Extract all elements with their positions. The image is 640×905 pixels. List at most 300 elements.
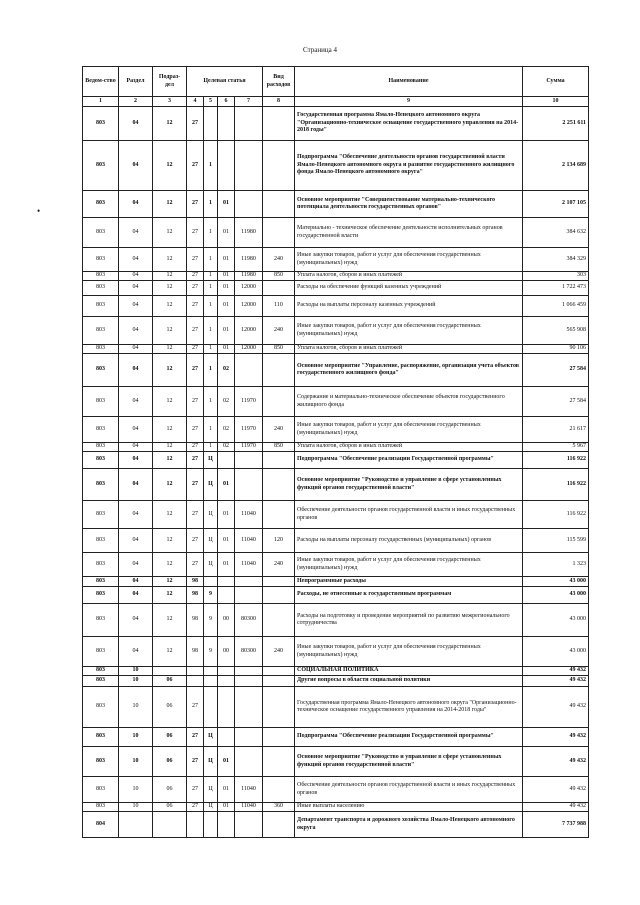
table-row [83, 667, 589, 676]
cell-razdel: 04 [119, 577, 153, 587]
cell-name: Подпрограмма "Обеспечение реализации Государственной программы" [295, 452, 523, 469]
cell-ts3: 00 [218, 604, 235, 637]
cell-expense-type [263, 577, 295, 587]
cell-ved: 803 [83, 452, 119, 469]
cell-razdel: 04 [119, 387, 153, 417]
cell-ts4 [235, 587, 263, 604]
cell-ved: 803 [83, 272, 119, 281]
cell-razdel: 04 [119, 587, 153, 604]
cell-expense-type [263, 354, 295, 387]
cell-ts1: 27 [187, 218, 204, 248]
cell-podrazdel: 06 [153, 687, 187, 728]
cell-ved: 803 [83, 345, 119, 354]
cell-sum: 43 000 [523, 604, 589, 637]
cell-podrazdel [153, 812, 187, 838]
cell-ts4: 11040 [235, 529, 263, 553]
cell-ts3: 01 [218, 803, 235, 812]
cell-ts2 [204, 676, 218, 687]
cell-sum: 1 323 [523, 553, 589, 577]
cell-ts2 [204, 107, 218, 141]
table-body [83, 107, 589, 838]
cell-expense-type [263, 728, 295, 747]
table-row [83, 747, 589, 777]
cell-ved: 803 [83, 191, 119, 218]
cell-ved: 803 [83, 469, 119, 501]
cell-name: Иные закупки товаров, работ и услуг для обеспечения государственных (муниципальных) нужд [295, 553, 523, 577]
cell-ts4 [235, 812, 263, 838]
cell-ved: 803 [83, 803, 119, 812]
cell-razdel [119, 812, 153, 838]
cell-ved: 803 [83, 667, 119, 676]
cell-ts3: 01 [218, 777, 235, 803]
table-row [83, 812, 589, 838]
page-label: Страница 4 [303, 46, 337, 54]
cell-ts3 [218, 676, 235, 687]
cell-ts3 [218, 577, 235, 587]
cell-ts3 [218, 812, 235, 838]
cell-sum: 43 000 [523, 577, 589, 587]
cell-ts1: 27 [187, 317, 204, 345]
cell-sum: 2 251 611 [523, 107, 589, 141]
cell-expense-type [263, 469, 295, 501]
cell-sum: 116 922 [523, 452, 589, 469]
cell-razdel: 10 [119, 676, 153, 687]
cell-expense-type [263, 387, 295, 417]
cell-ts1: 27 [187, 296, 204, 317]
cell-ts1: 27 [187, 345, 204, 354]
cell-ts3 [218, 141, 235, 191]
cell-sum: 49 432 [523, 687, 589, 728]
cell-sum: 43 000 [523, 587, 589, 604]
cell-sum: 2 107 105 [523, 191, 589, 218]
table-row [83, 248, 589, 272]
cell-podrazdel: 12 [153, 107, 187, 141]
cell-expense-type: 110 [263, 296, 295, 317]
table-row [83, 529, 589, 553]
cell-razdel: 10 [119, 747, 153, 777]
table-row [83, 272, 589, 281]
cell-ts1 [187, 812, 204, 838]
cell-ts4 [235, 354, 263, 387]
cell-ts4 [235, 469, 263, 501]
cell-ts1: 27 [187, 354, 204, 387]
table-row [83, 553, 589, 577]
table-row [83, 218, 589, 248]
cell-ts1: 98 [187, 587, 204, 604]
cell-name: Основное мероприятие "Руководство и управление в сфере установленных функций органов государственной власти" [295, 747, 523, 777]
cell-ts3: 01 [218, 501, 235, 529]
cell-ts1: 27 [187, 777, 204, 803]
table-row [83, 452, 589, 469]
cell-ved: 803 [83, 417, 119, 443]
cell-ts4: 11040 [235, 803, 263, 812]
cell-razdel: 04 [119, 637, 153, 667]
cell-expense-type: 850 [263, 345, 295, 354]
cell-ts4 [235, 452, 263, 469]
cell-name: Расходы, не отнесенные к государственным программам [295, 587, 523, 604]
col-number: 9 [295, 97, 523, 107]
cell-razdel: 04 [119, 553, 153, 577]
col-number: 1 [83, 97, 119, 107]
cell-ved: 803 [83, 728, 119, 747]
cell-ts4 [235, 141, 263, 191]
cell-ts3: 01 [218, 317, 235, 345]
cell-razdel: 04 [119, 141, 153, 191]
cell-razdel: 04 [119, 501, 153, 529]
cell-razdel: 04 [119, 281, 153, 296]
cell-expense-type [263, 191, 295, 218]
cell-expense-type [263, 687, 295, 728]
cell-name: Государственная программа Ямало-Ненецкого автономного округа "Организационно-техническое оснащение государственного управления на 2014-2018 годы" [295, 107, 523, 141]
cell-ts2: 1 [204, 272, 218, 281]
cell-ts2: 1 [204, 317, 218, 345]
table-row [83, 296, 589, 317]
cell-sum: 49 432 [523, 803, 589, 812]
col-number: 3 [153, 97, 187, 107]
header-name: Наименование [295, 67, 523, 97]
cell-podrazdel: 12 [153, 387, 187, 417]
cell-expense-type [263, 676, 295, 687]
cell-ts2 [204, 577, 218, 587]
header-podrazdel: Подраз-дел [153, 67, 187, 97]
header-ved: Ведом-ство [83, 67, 119, 97]
cell-name: Содержание и материально-техническое обеспечение объектов государственного жилищного фонда [295, 387, 523, 417]
cell-ts2 [204, 667, 218, 676]
cell-podrazdel: 12 [153, 354, 187, 387]
cell-ts2: 1 [204, 417, 218, 443]
table-row [83, 501, 589, 529]
cell-ts2: 1 [204, 354, 218, 387]
cell-expense-type: 850 [263, 272, 295, 281]
cell-ved: 803 [83, 777, 119, 803]
cell-ts2: Ц [204, 501, 218, 529]
cell-ts4: 11970 [235, 443, 263, 452]
cell-name: Непрограммные расходы [295, 577, 523, 587]
col-number: 5 [204, 97, 218, 107]
cell-podrazdel: 12 [153, 317, 187, 345]
cell-sum: 116 922 [523, 469, 589, 501]
cell-name: Расходы на подготовку и проведение мероприятий по развитию межрегионального сотрудничества [295, 604, 523, 637]
cell-ts3 [218, 728, 235, 747]
cell-name: СОЦИАЛЬНАЯ ПОЛИТИКА [295, 667, 523, 676]
cell-ved: 803 [83, 604, 119, 637]
table-row [83, 577, 589, 587]
cell-expense-type: 240 [263, 248, 295, 272]
cell-ved: 803 [83, 296, 119, 317]
cell-name: Иные закупки товаров, работ и услуг для обеспечения государственных (муниципальных) нужд [295, 417, 523, 443]
cell-ts2: 1 [204, 345, 218, 354]
cell-razdel: 10 [119, 803, 153, 812]
cell-ts4 [235, 191, 263, 218]
cell-sum: 5 967 [523, 443, 589, 452]
cell-expense-type [263, 587, 295, 604]
cell-podrazdel: 06 [153, 676, 187, 687]
cell-name: Подпрограмма "Обеспечение деятельности органов государственной власти Ямало-Ненецкого автономного округа и развитие государственного жилищного фонда Ямало-Ненецкого автономного округа" [295, 141, 523, 191]
table-row [83, 728, 589, 747]
cell-ts4 [235, 107, 263, 141]
cell-ts4 [235, 747, 263, 777]
table-row [83, 443, 589, 452]
cell-ts1: 27 [187, 248, 204, 272]
cell-podrazdel: 12 [153, 553, 187, 577]
cell-podrazdel: 12 [153, 218, 187, 248]
cell-expense-type: 120 [263, 529, 295, 553]
cell-ts4: 11970 [235, 417, 263, 443]
cell-ts3: 01 [218, 747, 235, 777]
cell-podrazdel: 12 [153, 248, 187, 272]
header-target-article: Целевая статья [187, 67, 263, 97]
cell-podrazdel: 12 [153, 577, 187, 587]
cell-ts2: 9 [204, 604, 218, 637]
cell-ts4: 12000 [235, 317, 263, 345]
cell-sum: 49 432 [523, 747, 589, 777]
cell-expense-type [263, 747, 295, 777]
cell-podrazdel: 12 [153, 345, 187, 354]
cell-ts2: 9 [204, 637, 218, 667]
cell-ts3 [218, 107, 235, 141]
table-row [83, 676, 589, 687]
cell-podrazdel: 12 [153, 296, 187, 317]
cell-ts3 [218, 452, 235, 469]
cell-podrazdel: 12 [153, 443, 187, 452]
cell-podrazdel: 12 [153, 417, 187, 443]
cell-name: Государственная программа Ямало-Ненецкого автономного округа "Организационно-техническое оснащение государственного управления на 2014-2018 годы" [295, 687, 523, 728]
cell-ts4: 11970 [235, 387, 263, 417]
cell-razdel: 10 [119, 728, 153, 747]
cell-sum: 2 134 689 [523, 141, 589, 191]
cell-ts3 [218, 587, 235, 604]
cell-ts1 [187, 676, 204, 687]
col-number: 7 [235, 97, 263, 107]
cell-ts3: 02 [218, 443, 235, 452]
cell-razdel: 04 [119, 417, 153, 443]
cell-ts3: 01 [218, 248, 235, 272]
cell-ts3: 01 [218, 296, 235, 317]
cell-podrazdel: 12 [153, 452, 187, 469]
cell-ved: 803 [83, 141, 119, 191]
cell-ts3: 02 [218, 417, 235, 443]
cell-ts4 [235, 676, 263, 687]
cell-sum: 1 722 473 [523, 281, 589, 296]
cell-ved: 803 [83, 577, 119, 587]
cell-ts2: Ц [204, 777, 218, 803]
cell-ts3: 02 [218, 354, 235, 387]
cell-razdel: 04 [119, 296, 153, 317]
cell-ts4: 11040 [235, 553, 263, 577]
cell-sum: 49 432 [523, 728, 589, 747]
cell-name: Иные закупки товаров, работ и услуг для обеспечения государственных (муниципальных) нужд [295, 248, 523, 272]
col-number: 2 [119, 97, 153, 107]
cell-ts2: 9 [204, 587, 218, 604]
cell-ved: 803 [83, 501, 119, 529]
cell-expense-type [263, 218, 295, 248]
cell-ved: 803 [83, 218, 119, 248]
cell-ts2: 1 [204, 218, 218, 248]
table-row [83, 469, 589, 501]
cell-ved: 804 [83, 812, 119, 838]
cell-ts2: Ц [204, 803, 218, 812]
cell-name: Расходы на выплаты персоналу казенных учреждений [295, 296, 523, 317]
cell-name: Обеспечение деятельности органов государственной власти и иных государственных органов [295, 777, 523, 803]
cell-razdel: 04 [119, 107, 153, 141]
cell-podrazdel: 12 [153, 281, 187, 296]
cell-ved: 803 [83, 387, 119, 417]
cell-sum: 303 [523, 272, 589, 281]
cell-sum: 27 584 [523, 354, 589, 387]
table-row [83, 345, 589, 354]
table-row [83, 687, 589, 728]
table-row [83, 354, 589, 387]
col-number: 10 [523, 97, 589, 107]
cell-razdel: 04 [119, 443, 153, 452]
cell-name: Уплата налогов, сборов и иных платежей [295, 443, 523, 452]
cell-ved: 803 [83, 354, 119, 387]
cell-ts2: 1 [204, 296, 218, 317]
table-row [83, 281, 589, 296]
cell-ved: 803 [83, 443, 119, 452]
cell-name: Основное мероприятие "Руководство и управление в сфере установленных функций органов государственной власти" [295, 469, 523, 501]
cell-ts1: 27 [187, 191, 204, 218]
cell-podrazdel: 06 [153, 803, 187, 812]
cell-ts1: 27 [187, 272, 204, 281]
cell-ts1: 27 [187, 553, 204, 577]
cell-expense-type [263, 777, 295, 803]
cell-ved: 803 [83, 529, 119, 553]
cell-ts1: 27 [187, 803, 204, 812]
cell-name: Иные закупки товаров, работ и услуг для обеспечения государственных (муниципальных) нужд [295, 317, 523, 345]
cell-sum: 90 106 [523, 345, 589, 354]
table-row [83, 387, 589, 417]
column-number-row [83, 97, 589, 107]
cell-name: Основное мероприятие "Управление, распоряжение, организация учета объектов государственного жилищного фонда" [295, 354, 523, 387]
cell-ts4: 11040 [235, 501, 263, 529]
cell-ts4: 12000 [235, 281, 263, 296]
cell-podrazdel: 06 [153, 777, 187, 803]
cell-podrazdel: 12 [153, 637, 187, 667]
cell-podrazdel: 12 [153, 191, 187, 218]
cell-name: Уплата налогов, сборов и иных платежей [295, 345, 523, 354]
cell-ts1: 98 [187, 637, 204, 667]
cell-sum: 49 432 [523, 676, 589, 687]
cell-ts2: 1 [204, 141, 218, 191]
cell-name: Уплата налогов, сборов и иных платежей [295, 272, 523, 281]
cell-sum: 116 922 [523, 501, 589, 529]
cell-ved: 803 [83, 687, 119, 728]
cell-name: Расходы на выплаты персоналу государственных (муниципальных) органов [295, 529, 523, 553]
cell-podrazdel: 06 [153, 747, 187, 777]
cell-ts2: 1 [204, 387, 218, 417]
cell-ts1: 27 [187, 747, 204, 777]
cell-expense-type [263, 501, 295, 529]
cell-ts2 [204, 812, 218, 838]
cell-razdel: 04 [119, 317, 153, 345]
cell-podrazdel: 12 [153, 272, 187, 281]
cell-sum: 384 329 [523, 248, 589, 272]
col-number: 8 [263, 97, 295, 107]
cell-ts4: 12000 [235, 296, 263, 317]
cell-ts2: Ц [204, 553, 218, 577]
cell-razdel: 04 [119, 272, 153, 281]
cell-ts2 [204, 687, 218, 728]
col-number: 4 [187, 97, 204, 107]
cell-expense-type [263, 107, 295, 141]
cell-sum: 115 599 [523, 529, 589, 553]
cell-expense-type [263, 281, 295, 296]
cell-ts4: 80300 [235, 604, 263, 637]
cell-expense-type [263, 812, 295, 838]
cell-ts1: 27 [187, 687, 204, 728]
cell-ts3: 01 [218, 529, 235, 553]
cell-ts2: Ц [204, 747, 218, 777]
header-sum: Сумма [523, 67, 589, 97]
cell-expense-type: 850 [263, 443, 295, 452]
table-row [83, 317, 589, 345]
cell-podrazdel: 12 [153, 604, 187, 637]
cell-ts2: Ц [204, 529, 218, 553]
cell-ts2: Ц [204, 728, 218, 747]
cell-ved: 803 [83, 107, 119, 141]
cell-ts2: 1 [204, 191, 218, 218]
margin-mark: • [37, 206, 41, 216]
cell-podrazdel: 12 [153, 529, 187, 553]
cell-expense-type [263, 604, 295, 637]
cell-sum: 1 066 459 [523, 296, 589, 317]
cell-ts4 [235, 687, 263, 728]
header-expense-type: Вид расходов [263, 67, 295, 97]
cell-razdel: 04 [119, 345, 153, 354]
cell-ts4: 11980 [235, 272, 263, 281]
cell-razdel: 04 [119, 452, 153, 469]
cell-ved: 803 [83, 676, 119, 687]
cell-ts4: 11980 [235, 218, 263, 248]
cell-ts1: 27 [187, 529, 204, 553]
cell-sum: 27 584 [523, 387, 589, 417]
cell-expense-type: 240 [263, 637, 295, 667]
cell-ts3: 01 [218, 218, 235, 248]
cell-ts1: 27 [187, 469, 204, 501]
table-row [83, 191, 589, 218]
cell-name: Материально - техническое обеспечение деятельности исполнительных органов государственной власти [295, 218, 523, 248]
cell-ts3: 01 [218, 469, 235, 501]
cell-podrazdel [153, 667, 187, 676]
table-row [83, 107, 589, 141]
cell-ts1: 27 [187, 728, 204, 747]
cell-ts3: 01 [218, 191, 235, 218]
cell-ts3 [218, 667, 235, 676]
cell-ts4: 80300 [235, 637, 263, 667]
cell-name: Департамент транспорта и дорожного хозяйства Ямало-Ненецкого автономного округа [295, 812, 523, 838]
cell-ts3: 01 [218, 272, 235, 281]
cell-razdel: 10 [119, 667, 153, 676]
cell-sum: 7 737 988 [523, 812, 589, 838]
cell-ts1: 27 [187, 501, 204, 529]
cell-ts1: 27 [187, 452, 204, 469]
cell-podrazdel: 12 [153, 141, 187, 191]
cell-razdel: 04 [119, 604, 153, 637]
cell-ts1: 27 [187, 387, 204, 417]
cell-ts2: 1 [204, 443, 218, 452]
cell-ts3: 01 [218, 281, 235, 296]
header-razdel: Раздел [119, 67, 153, 97]
cell-expense-type [263, 667, 295, 676]
table-row [83, 604, 589, 637]
cell-ved: 803 [83, 553, 119, 577]
cell-name: Расходы на обеспечение функций казенных учреждений [295, 281, 523, 296]
cell-name: Другие вопросы в области социальной политики [295, 676, 523, 687]
cell-expense-type [263, 452, 295, 469]
cell-ts1 [187, 667, 204, 676]
cell-ts1: 98 [187, 604, 204, 637]
